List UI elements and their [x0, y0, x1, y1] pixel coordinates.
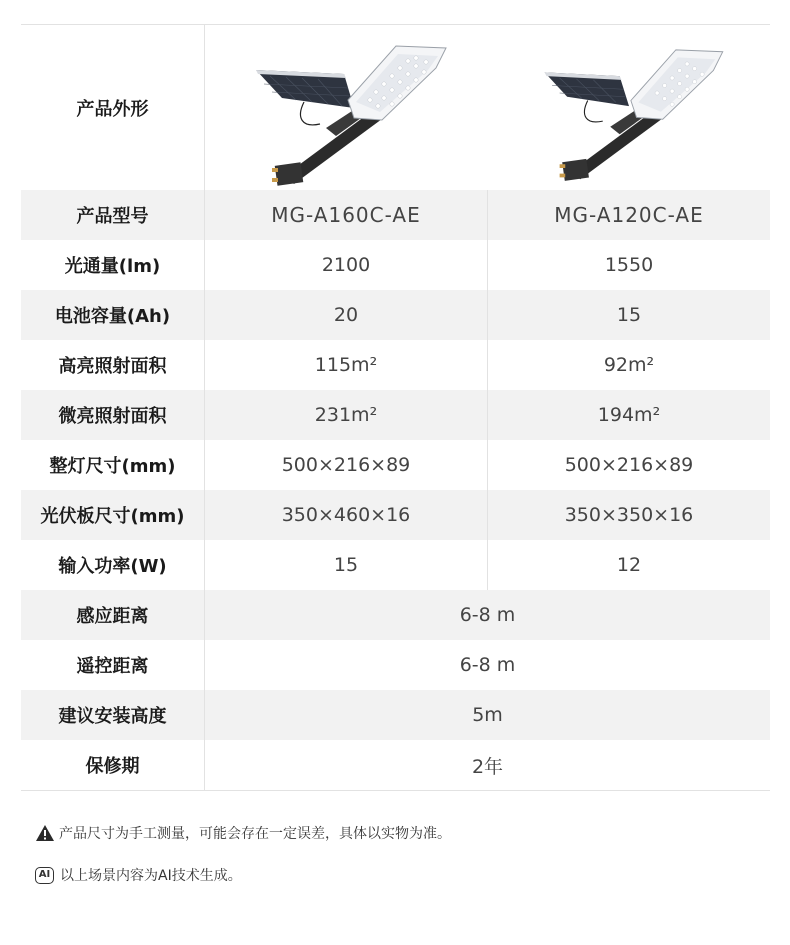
row-label: 感应距离 [21, 590, 205, 640]
value-b: 194m² [597, 404, 661, 426]
spec-table [21, 24, 770, 791]
value-a: 2100 [205, 240, 488, 290]
spec-row-lamp-size [21, 440, 770, 490]
spec-row-install-height [21, 690, 770, 740]
model-b: MG-A120C-AE [554, 203, 704, 227]
row-label: 遥控距离 [21, 640, 205, 690]
product-image-b [488, 25, 771, 190]
model-row [21, 190, 770, 240]
value-a: 231m² [205, 390, 488, 440]
value-b: 12 [616, 554, 642, 576]
row-label: 光伏板尺寸(mm) [21, 490, 205, 540]
product-image-a [205, 25, 488, 190]
spec-row-low-brightness-area [21, 390, 770, 440]
solar-street-light-image-a [236, 28, 456, 188]
value-a: 500×216×89 [205, 440, 488, 490]
appearance-row [21, 25, 770, 190]
spec-row-warranty [21, 740, 770, 790]
shared-value: 6-8 m [459, 654, 516, 676]
spec-row-high-brightness-area [21, 340, 770, 390]
model-label: 产品型号 [21, 190, 205, 240]
value-b: 92m² [603, 354, 655, 376]
spec-row-sensing-distance [21, 590, 770, 640]
measurement-note-text: 产品尺寸为手工测量，可能会存在一定误差，具体以实物为准。 [59, 826, 451, 842]
value-a: 20 [205, 290, 488, 340]
spec-row-luminous-flux [21, 240, 770, 290]
shared-value: 2年 [471, 755, 504, 778]
value-a: 15 [205, 540, 488, 590]
warning-triangle-icon [35, 824, 55, 842]
row-label: 保修期 [21, 740, 205, 790]
value-a: 350×460×16 [205, 490, 488, 540]
spec-row-input-power [21, 540, 770, 590]
spec-row-remote-distance [21, 640, 770, 690]
spec-row-panel-size [21, 490, 770, 540]
spec-row-battery-capacity [21, 290, 770, 340]
row-label: 光通量(lm) [21, 240, 205, 290]
value-b: 15 [616, 304, 642, 326]
value-b: 1550 [604, 254, 654, 276]
row-label: 建议安装高度 [21, 690, 205, 740]
shared-value: 6-8 m [459, 604, 516, 626]
appearance-label: 产品外形 [21, 25, 205, 190]
value-a: 115m² [205, 340, 488, 390]
value-b: 350×350×16 [564, 504, 694, 526]
measurement-note [35, 820, 755, 846]
row-label: 电池容量(Ah) [21, 290, 205, 340]
row-label: 微亮照射面积 [21, 390, 205, 440]
row-label: 高亮照射面积 [21, 340, 205, 390]
ai-note-text: 以上场景内容为AI技术生成。 [60, 868, 242, 884]
footnotes [35, 820, 755, 888]
row-label: 整灯尺寸(mm) [21, 440, 205, 490]
ai-note [35, 862, 755, 888]
value-b: 500×216×89 [564, 454, 694, 476]
solar-street-light-image-b [524, 33, 734, 183]
ai-badge-icon: AI [35, 867, 54, 884]
shared-value: 5m [472, 704, 503, 726]
model-a: MG-A160C-AE [205, 190, 488, 240]
row-label: 输入功率(W) [21, 540, 205, 590]
